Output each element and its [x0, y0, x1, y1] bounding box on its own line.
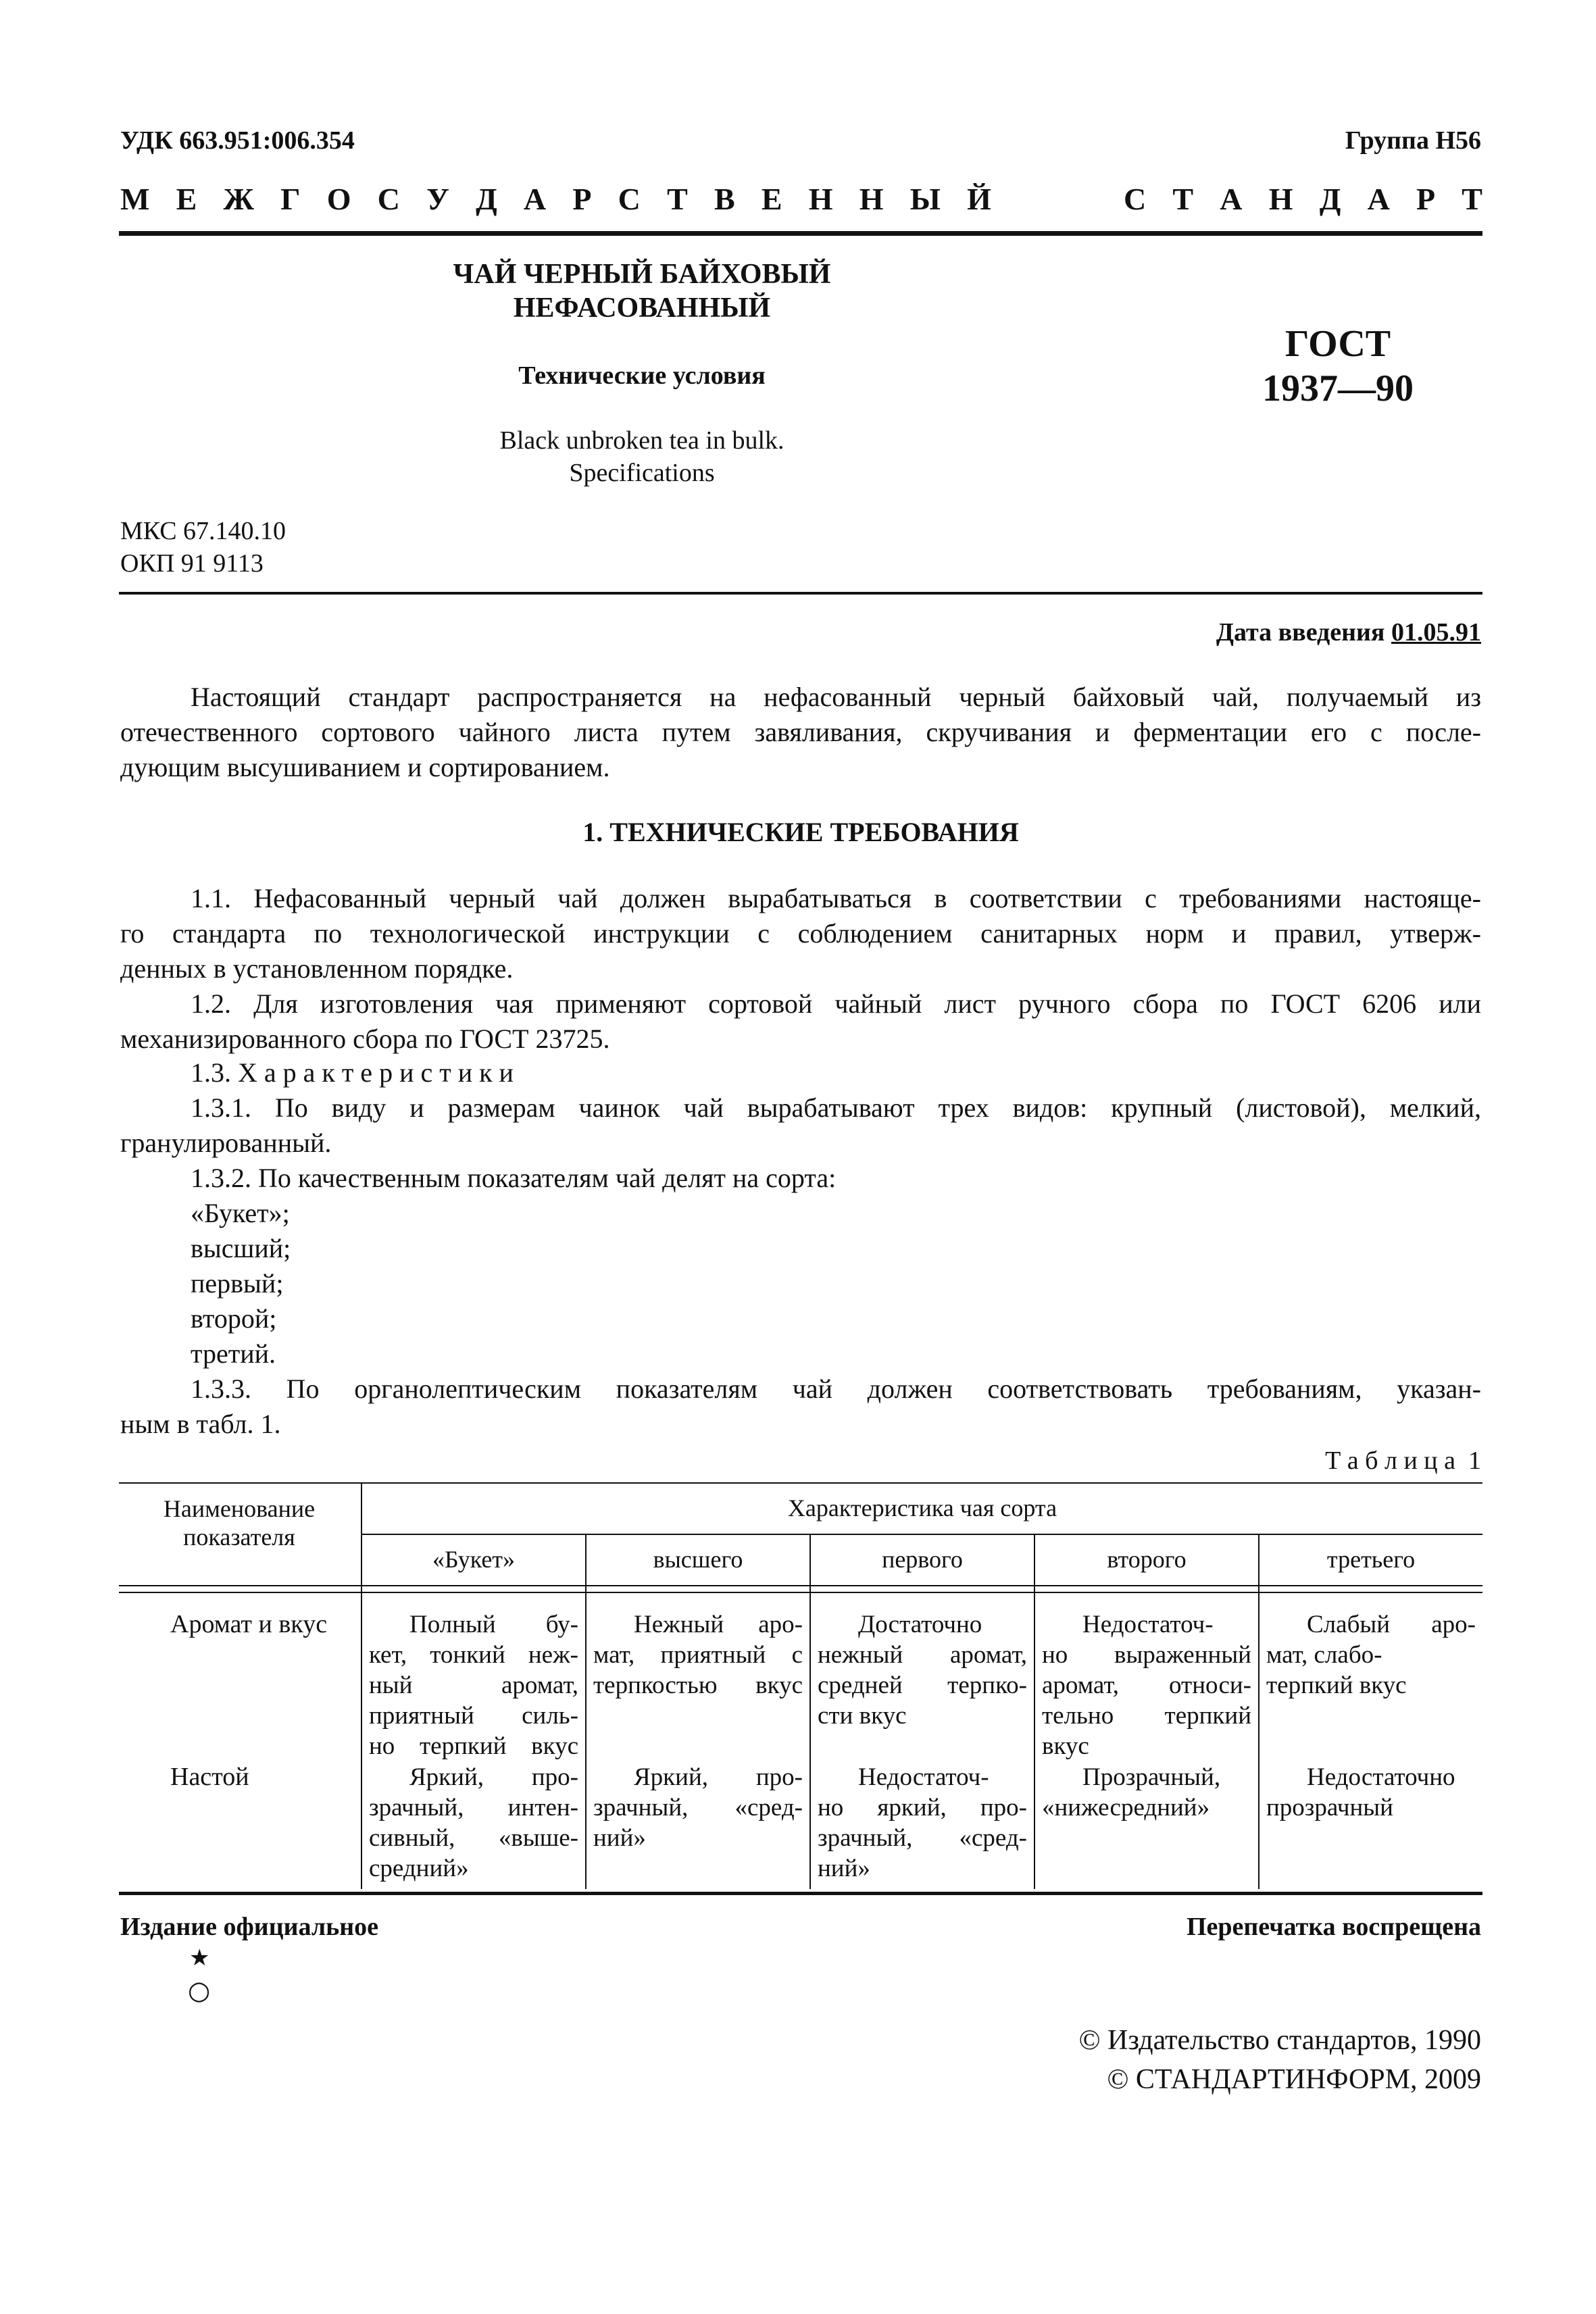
table-header-rule	[119, 1585, 1482, 1586]
body-line: 1.3.2. По качественным показателям чай делят на сорта:	[191, 1163, 837, 1193]
grade-header: первого	[882, 1546, 963, 1573]
header-rule	[119, 231, 1482, 236]
table-header-rule-2	[119, 1592, 1482, 1593]
cell-infusion-tretego: Недостаточно прозрачный	[1266, 1763, 1455, 1821]
gost-number: 1937—90	[1262, 368, 1414, 409]
cell-infusion-vtorogo: Прозрачный, «нижесредний»	[1042, 1763, 1221, 1821]
mks-code: МКС 67.140.10	[120, 517, 286, 545]
okp-code: ОКП 91 9113	[120, 549, 264, 578]
intro-line-2: отечественного сортового чайного листа путем завяливания, скручивания и ферментации его с после-	[120, 717, 1481, 747]
body-line: гранулированный.	[120, 1128, 332, 1158]
effective-date-label: Дата введения	[1216, 618, 1385, 647]
effective-date	[1216, 618, 1481, 647]
cell-infusion-pervogo: Недостаточ- но яркий, про- зрачный, «сред- ний»	[818, 1763, 1027, 1882]
grade-header: высшего	[653, 1546, 743, 1573]
cell-aroma-tretego: Слабый аро- мат, слабо- терпкий вкус	[1266, 1611, 1476, 1699]
table-header-group: Характеристика чая сорта	[787, 1494, 1057, 1521]
table-top-rule	[119, 1482, 1482, 1484]
english-title-2: Specifications	[569, 459, 715, 487]
title-line-2: НЕФАСОВАННЫЙ	[513, 293, 771, 324]
body-line: денных в установленном порядке.	[120, 953, 514, 984]
body-line: 1.3.1. По виду и размерам чаинок чай вырабатывают трех видов: крупный (листовой), мелкий,	[191, 1092, 1481, 1123]
body-line: ным в табл. 1.	[120, 1409, 281, 1439]
star-icon: ★	[189, 1944, 210, 1971]
reprint-notice: Перепечатка воспрещена	[1186, 1913, 1481, 1941]
row-name-aroma: Аромат и вкус	[170, 1610, 328, 1638]
circle-icon: ○	[188, 1976, 211, 2005]
grade-list-item: высший;	[191, 1233, 291, 1263]
body-line: 1.3.3. По органолептическим показателям чай должен соответствовать требованиям, указан-	[191, 1374, 1481, 1404]
copyright-1990: © Издательство стандартов, 1990	[1078, 2025, 1481, 2056]
codes-rule	[119, 592, 1482, 595]
body-line: механизированного сбора по ГОСТ 23725.	[120, 1024, 610, 1054]
grade-list-item: «Букет»;	[191, 1198, 290, 1228]
table-col-divider	[1034, 1534, 1035, 1889]
table-group-rule	[361, 1534, 1482, 1535]
udk-code: УДК 663.951:006.354	[120, 126, 355, 155]
grade-header: «Букет»	[432, 1546, 516, 1573]
body-line: 1.2. Для изготовления чая применяют сортовой чайный лист ручного сбора по ГОСТ 6206 или	[191, 988, 1481, 1019]
grade-list-item: второй;	[191, 1303, 277, 1334]
cell-aroma-vtorogo: Недостаточ- но выраженный аромат, относи- тельно терпкий вкус	[1042, 1611, 1251, 1760]
table-col-divider	[1258, 1534, 1260, 1889]
table-col-divider	[585, 1534, 587, 1889]
subtitle: Технические условия	[518, 361, 766, 390]
group-code: Группа Н56	[1345, 126, 1481, 155]
cell-infusion-buket: Яркий, про- зрачный, интен- сивный, «выше- средний»	[369, 1763, 578, 1882]
standard-type-heading: М Е Ж Г О С У Д А Р С Т В Е Н Н Ы Й С Т А Н Д А Р Т	[120, 182, 1482, 216]
english-title-1: Black unbroken tea in bulk.	[499, 426, 784, 455]
cell-aroma-vysshego: Нежный аро- мат, приятный с терпкостью вкус	[593, 1611, 803, 1699]
grade-list-item: третий.	[191, 1338, 276, 1369]
grade-header: второго	[1107, 1546, 1187, 1573]
grade-list-item: первый;	[191, 1268, 284, 1299]
official-edition: Издание официальное	[120, 1913, 379, 1941]
row-name-infusion: Настой	[170, 1763, 249, 1791]
title-line-1: ЧАЙ ЧЕРНЫЙ БАЙХОВЫЙ	[453, 259, 831, 290]
intro-line-1: Настоящий стандарт распространяется на нефасованный черный байховый чай, получаемый из	[191, 682, 1481, 712]
table-col-divider	[361, 1482, 362, 1889]
table-caption: Т а б л и ц а 1	[1325, 1447, 1481, 1475]
effective-date-value: 01.05.91	[1391, 618, 1481, 647]
copyright-2009: © СТАНДАРТИНФОРМ, 2009	[1107, 2064, 1481, 2095]
cell-infusion-vysshego: Яркий, про- зрачный, «сред- ний»	[593, 1763, 803, 1852]
cell-aroma-buket: Полный бу- кет, тонкий неж- ный аромат, приятный силь- но терпкий вкус	[369, 1611, 578, 1760]
intro-line-3: дующим высушиванием и сортированием.	[120, 752, 610, 782]
grade-header: третьего	[1326, 1546, 1416, 1573]
cell-aroma-pervogo: Достаточно нежный аромат, средней терпко- сти вкус	[818, 1611, 1027, 1730]
body-line: 1.1. Нефасованный черный чай должен вырабатываться в соответствии с требованиями настояще-	[191, 883, 1481, 913]
table-bottom-rule	[119, 1892, 1482, 1895]
section-1-title: 1. ТЕХНИЧЕСКИЕ ТРЕБОВАНИЯ	[582, 817, 1019, 847]
table-header-name: Наименование показателя	[163, 1495, 316, 1551]
body-line: го стандарта по технологической инструкции с соблюдением санитарных норм и правил, утверж-	[120, 918, 1481, 949]
body-line: 1.3. Х а р а к т е р и с т и к и	[191, 1057, 514, 1088]
table-col-divider	[809, 1534, 811, 1889]
gost-label: ГОСТ	[1285, 323, 1391, 365]
